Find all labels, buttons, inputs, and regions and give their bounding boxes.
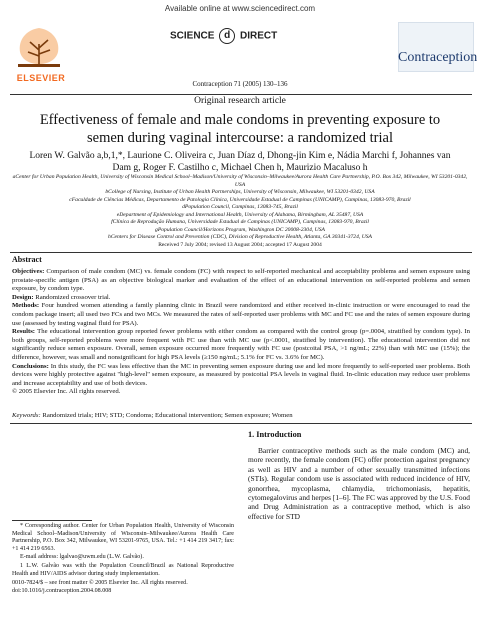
- sd-left-text: SCIENCE: [170, 30, 215, 42]
- abstract-body: [12, 268, 470, 397]
- sciencedirect-logo: [170, 28, 277, 44]
- label: Methods:: [12, 302, 40, 310]
- footnotes: [12, 523, 234, 579]
- intro-paragraph: Barrier contraceptive methods such as the male condom (MC) and, more recently, the female condom (FC) offer protection against pregnancy as well as HIV and a number of other sexually transmitted infections (STIs). Regular condom use is associated with reduced incidence of HIV, gonorrhea, mycoplasma, chlamydia, trichomoniasis, hepatitis, cytomegalovirus and herpes [1–6]. The FC was approved by the U.S. Food and Drug Administration as a contraceptive method, which is also effective for STD: [248, 446, 470, 521]
- sd-circle-icon: d: [219, 28, 235, 44]
- issn-line: 0010-7824/$ – see front matter © 2005 Elsevier Inc. All rights reserved.: [12, 580, 188, 586]
- journal-name: Contraception: [398, 50, 478, 65]
- affiliation: hCenters for Disease Control and Prevention (CDC), Division of Reproductive Health, Atlanta, GA 30341-3724, USA: [108, 234, 372, 240]
- divider: [10, 252, 472, 253]
- keywords-label: Keywords:: [12, 412, 41, 419]
- footnote-email: E-mail address: lgalvao@uwm.edu (L.W. Galvão).: [20, 554, 144, 561]
- affiliation: fClínica de Reprodução Humana, Universidade Estadual de Campinas (UNICAMP), Campinas, 13083-970, Brazil: [111, 219, 369, 225]
- abstract-copyright: © 2005 Elsevier Inc. All rights reserved.: [12, 388, 121, 396]
- affiliation: gPopulation Council/Horizons Program, Washington DC 20008-2304, USA: [155, 226, 325, 233]
- abstract-methods: [12, 302, 470, 328]
- footnote-divider: [12, 520, 92, 521]
- label: Design:: [12, 293, 34, 301]
- text: In this study, the FC was less effective than the MC in preventing semen exposure during use and led more frequently to self-reported user problems. Both devices were highly protective against "high-level" semen exposure, as measured by postcoital PSA levels in vaginal fluid. In-clinic education may reduce user problems and increase acceptability and use of both devices.: [12, 362, 471, 387]
- received-dates: Received 7 July 2004; revised 13 August 2004; accepted 17 August 2004: [158, 241, 322, 248]
- affiliation: aCenter for Urban Population Health, University of Wisconsin Medical School–Madison/University of Wisconsin–Milwaukee/Aurora Health Care Partnership, P.O. Box 342, Milwaukee, WI 53201-0342, USA: [12, 174, 468, 188]
- affiliation: cFaculdade de Ciências Médicas, Departamento de Patologia Clínica, Universidade Estadual de Campinas (UNICAMP), Campinas, 13083-970, Brazil: [69, 196, 411, 203]
- affiliation: bCollege of Nursing, Institute of Urban Health Partnerships, University of Wisconsin, Milwaukee, WI 53201-0342, USA: [105, 189, 375, 195]
- paper-title: Effectiveness of female and male condoms in preventing exposure to semen during vaginal intercourse: a randomized trial: [39, 112, 441, 146]
- publisher-name: ELSEVIER: [16, 73, 66, 83]
- keywords-text: Randomized trials; HIV; STD; Condoms; Educational intervention; Semen exposure; Women: [42, 412, 293, 419]
- abstract-objectives: [12, 268, 470, 294]
- abstract-design: [12, 294, 470, 303]
- doi-line: doi:10.1016/j.contraception.2004.08.008: [12, 587, 112, 594]
- abstract-heading: Abstract: [12, 255, 42, 264]
- author-list: Loren W. Galvão a,b,1,*, Laurione C. Oliveira c, Juan Díaz d, Dhong-jin Kim e, Nádia Marchi f, Johannes van Dam g, Roger F. Castilho c, Michael Chen h, Maurizio Macaluso h: [29, 151, 451, 173]
- divider: [10, 94, 472, 95]
- article-type: Original research article: [194, 96, 286, 106]
- text: Randomized crossover trial.: [35, 293, 111, 301]
- text: The educational intervention group reported fewer problems with either condom as compared with the control group (p=.0004, stratified by condom type). In both groups, self-reported problems were more frequent with FC use than with MC use (p<.0001, stratified by intervention). The educational intervention did not significantly reduce semen exposure. Overall, semen exposure occurred more frequently with FC use (postcoital PSA, >1 ng/mL; 22%) than with MC use (15%); the difference, however, was small and nonsignificant for high PSA levels (≥150 ng/mL; 5.1% for FC vs. 3.6% for MC).: [12, 328, 470, 361]
- text: Comparison of male condom (MC) vs. female condom (FC) with respect to self-reported mechanical and acceptability problems and semen exposure using prostate-specific antigen (PSA) as an objective biological marker and evaluation of the effect of an educational intervention on self-reported problems and semen exposure, by condom type.: [12, 268, 470, 293]
- abstract-results: [12, 328, 470, 362]
- divider: [10, 423, 472, 424]
- label: Results:: [12, 328, 36, 336]
- sd-right-text: DIRECT: [240, 30, 278, 42]
- keywords: [12, 412, 470, 421]
- text: Four hundred women attending a family planning clinic in Brazil were randomized and either received in-clinic instruction or were encouraged to read the condom package insert; all used two FCs and two MCs. We measured the rates of self-reported user problems with MC and FC use and the rates of semen exposure during use (assessed by testing vaginal fluid for PSA).: [12, 302, 471, 327]
- section-heading: 1. Introduction: [248, 430, 302, 439]
- label: Objectives:: [12, 268, 45, 275]
- footnote: 1 L.W. Galvão was with the Population Council/Brazil as National Reproductive Health and HIV/AIDS advisor during study implementation.: [12, 562, 234, 577]
- affiliation: eDepartment of Epidemiology and International Health, University of Alabama, Birmingham, AL 35487, USA: [116, 211, 364, 218]
- affiliation: dPopulation Council, Campinas, 13083-745, Brazil: [182, 204, 298, 210]
- available-online-banner: Available online at www.sciencedirect.com: [164, 4, 316, 13]
- affiliations: [10, 174, 470, 249]
- elsevier-tree-logo: [10, 24, 68, 70]
- publication-info: [12, 580, 272, 595]
- abstract-conclusions: [12, 363, 470, 389]
- journal-citation: Contraception 71 (2005) 130–136: [192, 80, 288, 88]
- label: Conclusions:: [12, 362, 49, 370]
- footnote: * Corresponding author. Center for Urban Population Health, University of Wisconsin Medical School–Madison/University of Wisconsin–Milwaukee/Aurora Health Care Partnership, P.O. Box 342, Milwaukee, WI 53201-9765, USA. Tel.: +1 414 219 3417; fax: +1 414 219 6563.: [12, 523, 234, 552]
